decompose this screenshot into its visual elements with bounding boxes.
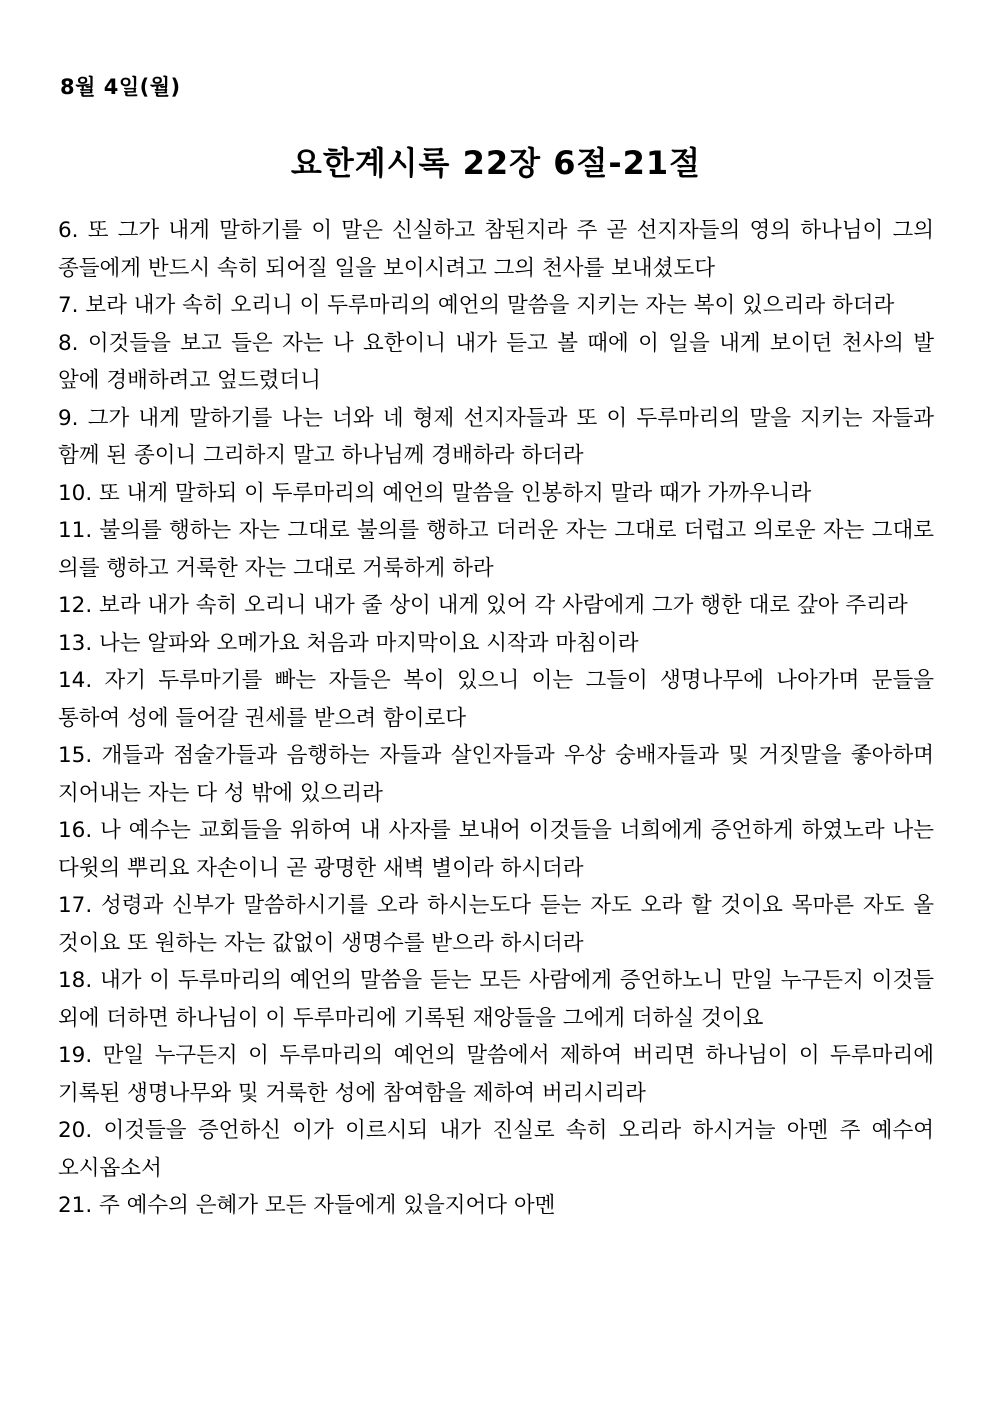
- verse-7: 7. 보라 내가 속히 오리니 이 두루마리의 예언의 말씀을 지키는 자는 복이 있으리라 하더라: [58, 293, 895, 318]
- verse-18: 18. 내가 이 두루마리의 예언의 말씀을 듣는 모든 사람에게 증언하노니 만일 누구든지 이것들 외에 더하면 하나님이 이 두루마리에 기록된 재앙들을 그에게 더하실 것이요: [58, 968, 934, 1031]
- date-heading: 8월 4일(월): [60, 75, 181, 99]
- verse-14: 14. 자기 두루마기를 빠는 자들은 복이 있으니 이는 그들이 생명나무에 나아가며 문들을 통하여 성에 들어갈 권세를 받으려 함이로다: [58, 668, 934, 731]
- verse-11: 11. 불의를 행하는 자는 그대로 불의를 행하고 더러운 자는 그대로 더럽고 의로운 자는 그대로 의를 행하고 거룩한 자는 그대로 거룩하게 하라: [58, 518, 934, 581]
- verse-16: 16. 나 예수는 교회들을 위하여 내 사자를 보내어 이것들을 너희에게 증언하게 하였노라 나는 다윗의 뿌리요 자손이니 곧 광명한 새벽 별이라 하시더라: [58, 818, 934, 881]
- verse-19: 19. 만일 누구든지 이 두루마리의 예언의 말씀에서 제하여 버리면 하나님이 이 두루마리에 기록된 생명나무와 및 거룩한 성에 참여함을 제하여 버리시리라: [58, 1043, 934, 1106]
- verse-list: [58, 212, 934, 1225]
- verse-13: 13. 나는 알파와 오메가요 처음과 마지막이요 시작과 마침이라: [58, 630, 639, 656]
- verse-9: 9. 그가 내게 말하기를 나는 너와 네 형제 선지자들과 또 이 두루마리의 말을 지키는 자들과 함께 된 종이니 그리하지 말고 하나님께 경배하라 하더라: [58, 405, 934, 468]
- verse-20: 20. 이것들을 증언하신 이가 이르시되 내가 진실로 속히 오리라 하시거늘 아멘 주 예수여 오시옵소서: [58, 1118, 934, 1181]
- verse-15: 15. 개들과 점술가들과 음행하는 자들과 살인자들과 우상 숭배자들과 및 거짓말을 좋아하며 지어내는 자는 다 성 밖에 있으리라: [58, 743, 934, 806]
- verse-6: 6. 또 그가 내게 말하기를 이 말은 신실하고 참된지라 주 곧 선지자들의 영의 하나님이 그의 종들에게 반드시 속히 되어질 일을 보이시려고 그의 천사를 보내셨도다: [58, 218, 934, 281]
- verse-12: 12. 보라 내가 속히 오리니 내가 줄 상이 내게 있어 각 사람에게 그가 행한 대로 갚아 주리라: [58, 593, 908, 618]
- verse-21: 21. 주 예수의 은혜가 모든 자들에게 있을지어다 아멘: [58, 1193, 556, 1218]
- page-title: 요한계시록 22장 6절-21절: [290, 144, 702, 182]
- verse-8: 8. 이것들을 보고 들은 자는 나 요한이니 내가 듣고 볼 때에 이 일을 내게 보이던 천사의 발 앞에 경배하려고 엎드렸더니: [58, 330, 934, 393]
- verse-10: 10. 또 내게 말하되 이 두루마리의 예언의 말씀을 인봉하지 말라 때가 가까우니라: [58, 480, 812, 506]
- verse-17: 17. 성령과 신부가 말씀하시기를 오라 하시는도다 듣는 자도 오라 할 것이요 목마른 자도 올 것이요 또 원하는 자는 값없이 생명수를 받으라 하시더라: [58, 893, 934, 956]
